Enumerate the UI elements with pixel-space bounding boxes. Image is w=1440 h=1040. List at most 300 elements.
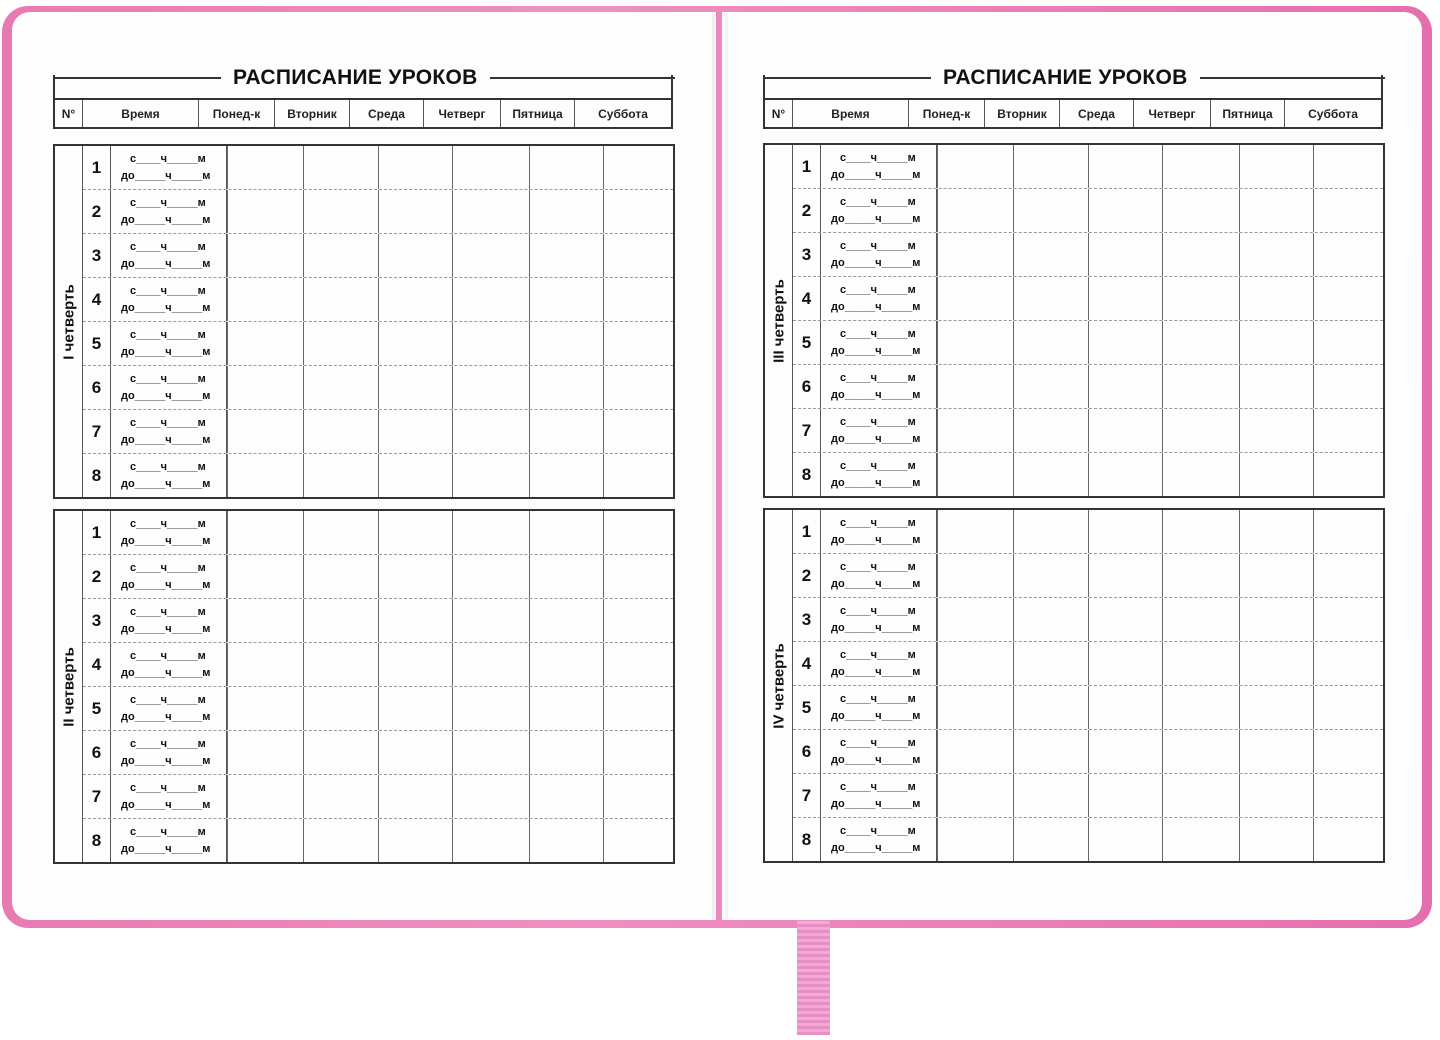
day-cell[interactable]	[1013, 453, 1088, 496]
day-cell[interactable]	[1313, 321, 1383, 364]
day-cell[interactable]	[1088, 554, 1162, 597]
day-cell[interactable]	[937, 277, 1013, 320]
day-cell[interactable]	[227, 322, 303, 365]
day-cell[interactable]	[1013, 409, 1088, 452]
day-cell[interactable]	[1013, 730, 1088, 773]
time-to: до_____ч_____м	[831, 665, 921, 678]
lesson-number: 5	[793, 686, 821, 729]
day-cell[interactable]	[1313, 233, 1383, 276]
day-cell[interactable]	[303, 278, 378, 321]
day-cell[interactable]	[378, 643, 452, 686]
lesson-time	[111, 599, 227, 642]
day-cell[interactable]	[303, 775, 378, 818]
day-cell[interactable]	[1013, 598, 1088, 641]
day-cell[interactable]	[1088, 145, 1162, 188]
day-cell[interactable]	[227, 234, 303, 277]
day-cell[interactable]	[529, 555, 603, 598]
lesson-row	[793, 729, 1383, 773]
day-cell[interactable]	[378, 687, 452, 730]
day-cell[interactable]	[1313, 730, 1383, 773]
day-cell[interactable]	[452, 322, 529, 365]
day-cell[interactable]	[1088, 189, 1162, 232]
lesson-number: 8	[793, 453, 821, 496]
day-cell[interactable]	[1088, 510, 1162, 553]
day-cell[interactable]	[1013, 686, 1088, 729]
lesson-time	[111, 190, 227, 233]
time-to: до_____ч_____м	[831, 388, 921, 401]
day-cell[interactable]	[1313, 774, 1383, 817]
lesson-time	[821, 774, 937, 817]
day-cell[interactable]	[452, 234, 529, 277]
lesson-row	[83, 321, 673, 365]
day-cell[interactable]	[529, 366, 603, 409]
time-from: с____ч_____м	[130, 460, 206, 473]
day-cell[interactable]	[378, 234, 452, 277]
day-cell[interactable]	[227, 731, 303, 774]
time-from: с____ч_____м	[840, 692, 916, 705]
day-cell[interactable]	[1239, 365, 1313, 408]
lesson-row	[793, 773, 1383, 817]
day-cell[interactable]	[603, 234, 673, 277]
day-cell[interactable]	[529, 190, 603, 233]
day-cell[interactable]	[303, 366, 378, 409]
day-cell[interactable]	[529, 687, 603, 730]
lesson-row	[83, 189, 673, 233]
lesson-number: 6	[83, 731, 111, 774]
quarter-block	[763, 143, 1385, 498]
day-cell[interactable]	[1313, 145, 1383, 188]
day-cell[interactable]	[603, 146, 673, 189]
day-cell[interactable]	[378, 454, 452, 497]
day-cell[interactable]	[1013, 189, 1088, 232]
day-cell[interactable]	[603, 643, 673, 686]
day-cell[interactable]	[452, 599, 529, 642]
day-cell[interactable]	[529, 454, 603, 497]
time-to: до_____ч_____м	[831, 256, 921, 269]
lesson-row	[83, 409, 673, 453]
day-cell[interactable]	[1162, 510, 1239, 553]
lesson-number: 3	[83, 234, 111, 277]
day-cell[interactable]	[603, 278, 673, 321]
lesson-time	[111, 278, 227, 321]
lesson-number: 7	[83, 775, 111, 818]
day-cell[interactable]	[378, 555, 452, 598]
day-cell[interactable]	[603, 731, 673, 774]
day-cell[interactable]	[1313, 598, 1383, 641]
lesson-number: 1	[793, 145, 821, 188]
day-cell[interactable]	[1013, 774, 1088, 817]
lesson-row	[793, 641, 1383, 685]
day-cell[interactable]	[303, 555, 378, 598]
day-cell[interactable]	[452, 366, 529, 409]
day-cell[interactable]	[937, 145, 1013, 188]
day-cell[interactable]	[1313, 686, 1383, 729]
day-cell[interactable]	[1013, 233, 1088, 276]
time-from: с____ч_____м	[130, 416, 206, 429]
day-cell[interactable]	[1313, 453, 1383, 496]
day-cell[interactable]	[937, 774, 1013, 817]
lesson-time	[821, 510, 937, 553]
day-cell[interactable]	[529, 819, 603, 862]
column-header: N°	[771, 106, 786, 121]
day-cell[interactable]	[452, 775, 529, 818]
time-to: до_____ч_____м	[121, 389, 211, 402]
day-cell[interactable]	[1088, 453, 1162, 496]
day-cell[interactable]	[378, 190, 452, 233]
day-cell[interactable]	[1162, 365, 1239, 408]
day-cell[interactable]	[378, 511, 452, 554]
day-cell[interactable]	[937, 365, 1013, 408]
day-cell[interactable]	[529, 278, 603, 321]
day-cell[interactable]	[1088, 321, 1162, 364]
day-cell[interactable]	[303, 687, 378, 730]
page-title: РАСПИСАНИЕ УРОКОВ	[233, 66, 478, 89]
lesson-time	[821, 642, 937, 685]
time-to: до_____ч_____м	[121, 169, 211, 182]
day-cell[interactable]	[937, 730, 1013, 773]
time-from: с____ч_____м	[130, 284, 206, 297]
day-cell[interactable]	[452, 410, 529, 453]
day-cell[interactable]	[452, 643, 529, 686]
day-cell[interactable]	[1313, 642, 1383, 685]
day-cell[interactable]	[452, 731, 529, 774]
time-from: с____ч_____м	[130, 372, 206, 385]
lesson-number: 3	[793, 233, 821, 276]
lesson-number: 1	[83, 146, 111, 189]
day-cell[interactable]	[1162, 642, 1239, 685]
day-cell[interactable]	[1239, 818, 1313, 861]
quarter-label-cell	[765, 145, 793, 496]
day-cell[interactable]	[529, 643, 603, 686]
time-to: до_____ч_____м	[831, 797, 921, 810]
day-cell[interactable]	[227, 687, 303, 730]
quarter-block	[763, 508, 1385, 863]
day-cell[interactable]	[1239, 774, 1313, 817]
day-cell[interactable]	[1162, 409, 1239, 452]
time-to: до_____ч_____м	[121, 798, 211, 811]
day-cell[interactable]	[303, 643, 378, 686]
lesson-time	[111, 643, 227, 686]
lesson-time	[821, 818, 937, 861]
time-from: с____ч_____м	[130, 328, 206, 341]
day-cell[interactable]	[1013, 365, 1088, 408]
day-cell[interactable]	[303, 146, 378, 189]
day-cell[interactable]	[452, 819, 529, 862]
day-cell[interactable]	[1162, 774, 1239, 817]
day-cell[interactable]	[529, 731, 603, 774]
day-cell[interactable]	[937, 510, 1013, 553]
lesson-number: 5	[83, 687, 111, 730]
time-from: с____ч_____м	[840, 195, 916, 208]
day-cell[interactable]	[378, 322, 452, 365]
day-cell[interactable]	[937, 321, 1013, 364]
day-cell[interactable]	[1313, 365, 1383, 408]
time-from: с____ч_____м	[130, 737, 206, 750]
day-cell[interactable]	[452, 454, 529, 497]
column-header: Среда	[349, 100, 423, 127]
column-header: Вторник	[984, 100, 1059, 127]
time-from: с____ч_____м	[840, 327, 916, 340]
day-cell[interactable]	[452, 555, 529, 598]
day-cell[interactable]	[1162, 233, 1239, 276]
day-cell[interactable]	[303, 410, 378, 453]
lesson-time	[821, 730, 937, 773]
day-cell[interactable]	[452, 511, 529, 554]
day-cell[interactable]	[1239, 686, 1313, 729]
day-cell[interactable]	[378, 819, 452, 862]
left-schedule-header	[53, 75, 673, 129]
time-from: с____ч_____м	[840, 151, 916, 164]
day-cell[interactable]	[227, 454, 303, 497]
time-to: до_____ч_____м	[121, 257, 211, 270]
lesson-number: 7	[793, 774, 821, 817]
lesson-number: 2	[83, 555, 111, 598]
day-cell[interactable]	[452, 278, 529, 321]
time-to: до_____ч_____м	[121, 213, 211, 226]
lesson-number: 8	[83, 819, 111, 862]
day-cell[interactable]	[603, 511, 673, 554]
lesson-number: 1	[793, 510, 821, 553]
day-cell[interactable]	[1162, 453, 1239, 496]
time-to: до_____ч_____м	[121, 622, 211, 635]
time-from: с____ч_____м	[130, 649, 206, 662]
day-cell[interactable]	[303, 454, 378, 497]
day-cell[interactable]	[1239, 409, 1313, 452]
lesson-rows	[793, 510, 1383, 861]
day-cell[interactable]	[603, 687, 673, 730]
day-cell[interactable]	[303, 234, 378, 277]
day-cell[interactable]	[1313, 189, 1383, 232]
lesson-row	[83, 233, 673, 277]
day-cell[interactable]	[1013, 277, 1088, 320]
time-from: с____ч_____м	[130, 196, 206, 209]
day-cell[interactable]	[1013, 818, 1088, 861]
time-from: с____ч_____м	[840, 780, 916, 793]
day-cell[interactable]	[227, 190, 303, 233]
time-to: до_____ч_____м	[121, 301, 211, 314]
day-cell[interactable]	[603, 819, 673, 862]
day-cell[interactable]	[378, 278, 452, 321]
lesson-row	[793, 364, 1383, 408]
day-cell[interactable]	[1013, 510, 1088, 553]
day-cell[interactable]	[303, 511, 378, 554]
day-cell[interactable]	[1088, 598, 1162, 641]
day-cell[interactable]	[1013, 554, 1088, 597]
day-cell[interactable]	[1239, 233, 1313, 276]
day-cell[interactable]	[603, 454, 673, 497]
time-from: с____ч_____м	[130, 781, 206, 794]
day-cell[interactable]	[1313, 818, 1383, 861]
day-cell[interactable]	[937, 409, 1013, 452]
lesson-time	[111, 234, 227, 277]
day-cell[interactable]	[1239, 730, 1313, 773]
column-header: Четверг	[423, 100, 500, 127]
lesson-time	[821, 145, 937, 188]
right-schedule-header	[763, 75, 1383, 129]
lesson-time	[821, 554, 937, 597]
day-cell[interactable]	[529, 775, 603, 818]
day-cell[interactable]	[378, 146, 452, 189]
day-cell[interactable]	[1313, 554, 1383, 597]
day-cell[interactable]	[603, 190, 673, 233]
day-cell[interactable]	[1313, 510, 1383, 553]
day-cell[interactable]	[227, 278, 303, 321]
day-cell[interactable]	[1239, 642, 1313, 685]
day-cell[interactable]	[1088, 818, 1162, 861]
day-cell[interactable]	[1013, 642, 1088, 685]
day-cell[interactable]	[227, 410, 303, 453]
day-cell[interactable]	[227, 555, 303, 598]
day-cell[interactable]	[1088, 686, 1162, 729]
day-cell[interactable]	[1239, 321, 1313, 364]
day-cell[interactable]	[1313, 409, 1383, 452]
time-from: с____ч_____м	[130, 240, 206, 253]
day-cell[interactable]	[1088, 409, 1162, 452]
lesson-number: 3	[83, 599, 111, 642]
day-cell[interactable]	[1162, 818, 1239, 861]
day-cell[interactable]	[1162, 321, 1239, 364]
time-to: до_____ч_____м	[831, 168, 921, 181]
day-cell[interactable]	[1088, 642, 1162, 685]
lesson-number: 5	[83, 322, 111, 365]
day-cell[interactable]	[1088, 233, 1162, 276]
day-cell[interactable]	[1088, 277, 1162, 320]
day-cell[interactable]	[452, 687, 529, 730]
lesson-time	[111, 454, 227, 497]
day-cell[interactable]	[529, 511, 603, 554]
day-cell[interactable]	[937, 189, 1013, 232]
day-cell[interactable]	[378, 599, 452, 642]
day-cell[interactable]	[1239, 510, 1313, 553]
quarter-label: I четверть	[60, 283, 77, 360]
day-cell[interactable]	[1239, 277, 1313, 320]
time-from: с____ч_____м	[130, 605, 206, 618]
day-cell[interactable]	[1162, 554, 1239, 597]
day-cell[interactable]	[529, 146, 603, 189]
column-headers	[765, 98, 1381, 127]
day-cell[interactable]	[227, 146, 303, 189]
time-from: с____ч_____м	[840, 824, 916, 837]
lesson-time	[821, 409, 937, 452]
day-cell[interactable]	[452, 190, 529, 233]
time-to: до_____ч_____м	[831, 212, 921, 225]
day-cell[interactable]	[1088, 730, 1162, 773]
time-from: с____ч_____м	[840, 560, 916, 573]
day-cell[interactable]	[937, 598, 1013, 641]
day-cell[interactable]	[1239, 598, 1313, 641]
day-cell[interactable]	[227, 643, 303, 686]
day-cell[interactable]	[303, 322, 378, 365]
day-cell[interactable]	[378, 775, 452, 818]
lesson-number: 2	[793, 554, 821, 597]
time-to: до_____ч_____м	[121, 842, 211, 855]
day-cell[interactable]	[603, 410, 673, 453]
day-cell[interactable]	[1162, 189, 1239, 232]
lesson-time	[821, 365, 937, 408]
lesson-row	[83, 774, 673, 818]
day-cell[interactable]	[1013, 321, 1088, 364]
page-title: РАСПИСАНИЕ УРОКОВ	[943, 66, 1188, 89]
lesson-time	[821, 233, 937, 276]
day-cell[interactable]	[529, 410, 603, 453]
day-cell[interactable]	[1162, 277, 1239, 320]
day-cell[interactable]	[1162, 145, 1239, 188]
quarter-label: III четверть	[770, 278, 787, 363]
day-cell[interactable]	[303, 190, 378, 233]
day-cell[interactable]	[1239, 145, 1313, 188]
lesson-row	[83, 686, 673, 730]
day-cell[interactable]	[529, 322, 603, 365]
day-cell[interactable]	[303, 599, 378, 642]
day-cell[interactable]	[603, 322, 673, 365]
lesson-number: 4	[83, 643, 111, 686]
day-cell[interactable]	[1239, 554, 1313, 597]
day-cell[interactable]	[937, 554, 1013, 597]
lesson-number: 3	[793, 598, 821, 641]
time-to: до_____ч_____м	[831, 344, 921, 357]
day-cell[interactable]	[303, 819, 378, 862]
day-cell[interactable]	[529, 234, 603, 277]
day-cell[interactable]	[227, 819, 303, 862]
day-cell[interactable]	[937, 233, 1013, 276]
lesson-time	[111, 410, 227, 453]
day-cell[interactable]	[1088, 365, 1162, 408]
day-cell[interactable]	[1162, 686, 1239, 729]
day-cell[interactable]	[1013, 145, 1088, 188]
day-cell[interactable]	[937, 642, 1013, 685]
day-cell[interactable]	[378, 731, 452, 774]
lesson-time	[111, 555, 227, 598]
day-cell[interactable]	[452, 146, 529, 189]
day-cell[interactable]	[603, 775, 673, 818]
lesson-row	[83, 365, 673, 409]
lesson-time	[821, 189, 937, 232]
lesson-rows	[83, 511, 673, 862]
day-cell[interactable]	[1313, 277, 1383, 320]
time-from: с____ч_____м	[840, 239, 916, 252]
lesson-row	[83, 277, 673, 321]
day-cell[interactable]	[378, 366, 452, 409]
day-cell[interactable]	[1088, 774, 1162, 817]
time-from: с____ч_____м	[130, 517, 206, 530]
day-cell[interactable]	[378, 410, 452, 453]
lesson-row	[793, 320, 1383, 364]
lesson-number: 4	[83, 278, 111, 321]
day-cell[interactable]	[227, 775, 303, 818]
day-cell[interactable]	[1162, 598, 1239, 641]
day-cell[interactable]	[1239, 189, 1313, 232]
day-cell[interactable]	[1239, 453, 1313, 496]
lesson-number: 5	[793, 321, 821, 364]
day-cell[interactable]	[227, 366, 303, 409]
time-to: до_____ч_____м	[121, 534, 211, 547]
day-cell[interactable]	[603, 366, 673, 409]
time-from: с____ч_____м	[130, 693, 206, 706]
day-cell[interactable]	[1162, 730, 1239, 773]
day-cell[interactable]	[603, 599, 673, 642]
day-cell[interactable]	[937, 686, 1013, 729]
quarter-label: II четверть	[60, 646, 77, 727]
day-cell[interactable]	[937, 453, 1013, 496]
day-cell[interactable]	[303, 731, 378, 774]
lesson-number: 2	[793, 189, 821, 232]
day-cell[interactable]	[529, 599, 603, 642]
day-cell[interactable]	[937, 818, 1013, 861]
day-cell[interactable]	[227, 511, 303, 554]
day-cell[interactable]	[227, 599, 303, 642]
day-cell[interactable]	[603, 555, 673, 598]
time-to: до_____ч_____м	[121, 477, 211, 490]
